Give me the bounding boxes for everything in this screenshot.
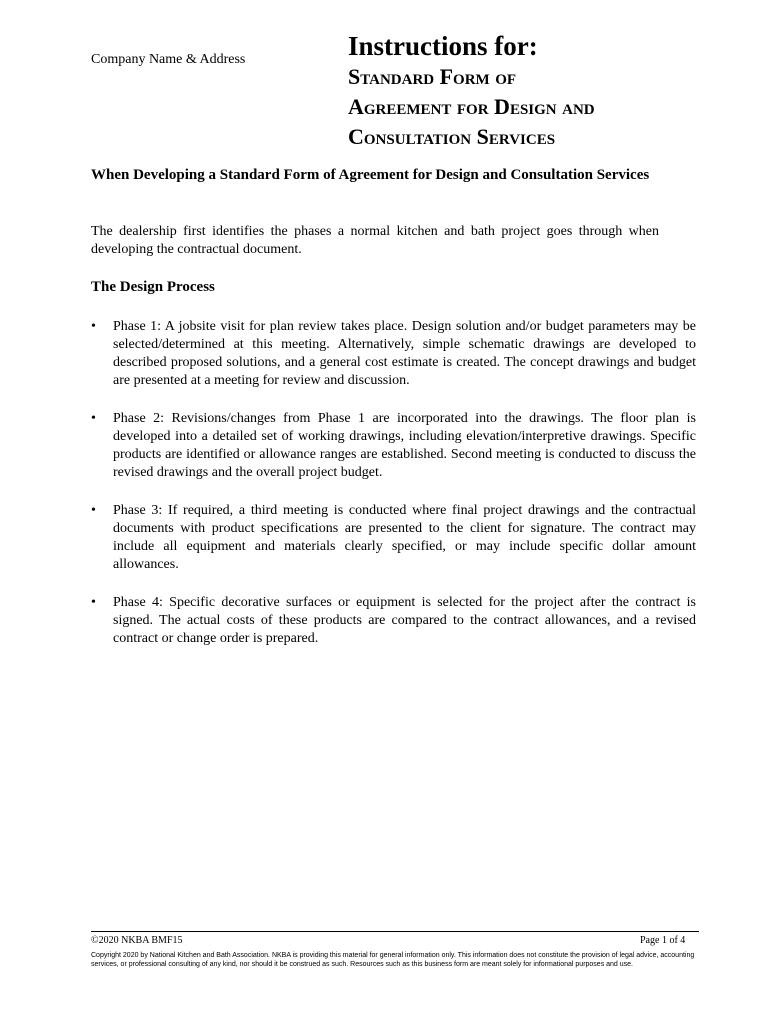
phase-item-1	[91, 318, 696, 390]
company-name-address: Company Name & Address	[91, 52, 246, 67]
bullet-icon: •	[91, 503, 96, 518]
intro-heading: When Developing a Standard Form of Agreement for Design and Consultation Services	[91, 167, 650, 183]
bullet-icon: •	[91, 319, 96, 334]
title-line-1: Instructions for:	[348, 31, 538, 61]
document-title	[348, 30, 728, 152]
phase-item-3	[91, 502, 696, 574]
phase-2-text: Phase 2: Revisions/changes from Phase 1 are incorporated into the drawings. The floor plan is developed into a detailed set of working drawings, including elevation/interpretive drawings. Specific products are identified or allowance ranges are established. Second meeting is conducted to discuss the revised drawings and the overall project budget.	[113, 411, 696, 480]
bullet-icon: •	[91, 411, 96, 426]
bullet-icon: •	[91, 595, 96, 610]
footer-form-id: ©2020 NKBA BMF15	[91, 935, 183, 946]
footer-divider	[91, 931, 699, 932]
phase-4-text: Phase 4: Specific decorative surfaces or equipment is selected for the project after the contract is signed. The actual costs of these products are compared to the contract allowances, and a revised contract or change order is prepared.	[113, 595, 696, 646]
phase-item-4	[91, 594, 696, 648]
copyright-notice: Copyright 2020 by National Kitchen and Bath Association. NKBA is providing this material for general information only. This information does not constitute the provision of legal advice, accounting services, or professional consulting of any kind, nor should it be construed as such. Resources such as this business form are meant solely for informational purposes and use.	[91, 952, 695, 968]
intro-paragraph: The dealership first identifies the phases a normal kitchen and bath project goes through when developing the contractual document.	[91, 224, 659, 257]
design-process-heading: The Design Process	[91, 279, 215, 295]
footer-page-number: Page 1 of 4	[640, 935, 686, 946]
phase-1-text: Phase 1: A jobsite visit for plan review takes place. Design solution and/or budget parameters may be selected/determined at this meeting. Alternatively, simple schematic drawings are developed to described proposed solutions, and a general cost estimate is created. The concept drawings and budget are presented at a meeting for review and discussion.	[113, 319, 696, 388]
phase-item-2	[91, 410, 696, 482]
title-line-3: Agreement for Design and	[348, 94, 595, 119]
phase-list	[91, 318, 696, 668]
phase-3-text: Phase 3: If required, a third meeting is conducted where final project drawings and the contractual documents with product specifications are presented to the client for signature. The contract may include all equipment and materials clearly specified, or may include specific dollar amount allowances.	[113, 503, 696, 572]
title-line-4: Consultation Services	[348, 124, 556, 149]
title-line-2: Standard Form of	[348, 64, 517, 89]
